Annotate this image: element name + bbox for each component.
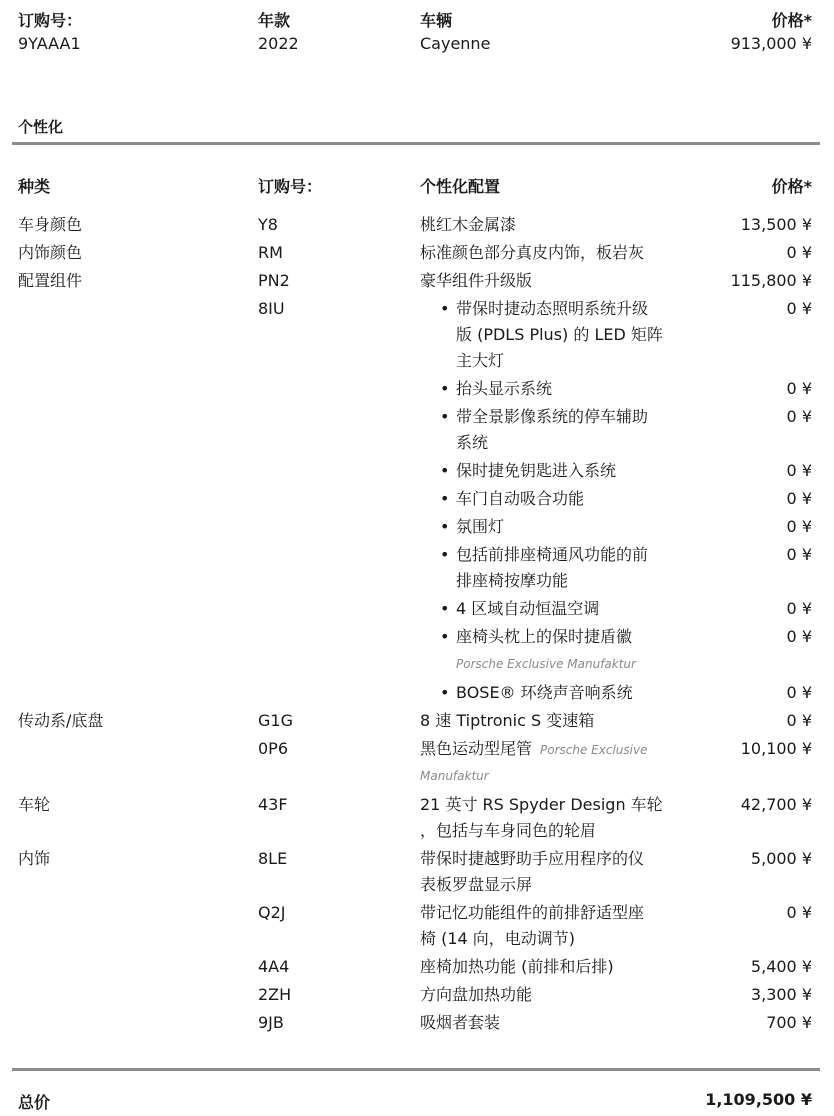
- row-price: 0 ¥: [786, 379, 812, 398]
- row-price: 0 ¥: [786, 517, 812, 536]
- bullet-icon: •: [440, 461, 450, 480]
- row-code: RM: [258, 243, 283, 262]
- row-price: 0 ¥: [786, 711, 812, 730]
- row-description-line: 带保时捷动态照明系统升级: [456, 299, 649, 318]
- row-price: 5,400 ¥: [750, 957, 812, 976]
- row-description-line: 方向盘加热功能: [420, 985, 533, 1004]
- row-price: 0 ¥: [786, 243, 812, 262]
- row-code: 43F: [258, 795, 288, 814]
- row-code: G1G: [258, 711, 293, 730]
- table-header-code: 订购号：: [258, 177, 323, 196]
- row-price: 0 ¥: [786, 407, 812, 426]
- total-divider: [12, 1068, 820, 1071]
- bullet-icon: •: [440, 407, 450, 426]
- bullet-icon: •: [440, 379, 450, 398]
- row-description-line: 标准颜色部分真皮内饰，板岩灰: [420, 243, 645, 262]
- row-description-line: 保时捷免钥匙进入系统: [456, 461, 617, 480]
- row-description-line: 黑色运动型尾管 Porsche Exclusive: [420, 739, 648, 758]
- row-price: 5,000 ¥: [750, 849, 812, 868]
- row-description-line: 带全景影像系统的停车辅助: [456, 407, 649, 426]
- vehicle-value: Cayenne: [420, 34, 491, 53]
- bullet-icon: •: [440, 299, 450, 318]
- row-description-line: 带保时捷越野助手应用程序的仪: [420, 849, 645, 868]
- total-value: 1,109,500 ¥: [705, 1090, 812, 1109]
- row-price: 0 ¥: [786, 627, 812, 646]
- row-price: 10,100 ¥: [740, 739, 812, 758]
- row-description-line: 座椅加热功能 (前排和后排): [420, 957, 614, 976]
- table-header-category: 种类: [18, 177, 51, 196]
- row-price: 3,300 ¥: [750, 985, 812, 1004]
- row-category: 车轮: [18, 795, 51, 814]
- row-description-line: 排座椅按摩功能: [456, 571, 569, 590]
- row-description-line: ，包括与车身同色的轮眉: [420, 821, 597, 840]
- year-value: 2022: [258, 34, 299, 53]
- row-price: 700 ¥: [766, 1013, 812, 1032]
- bullet-icon: •: [440, 599, 450, 618]
- row-price: 0 ¥: [786, 461, 812, 480]
- row-price: 0 ¥: [786, 599, 812, 618]
- row-price: 42,700 ¥: [740, 795, 812, 814]
- row-description-line: 车门自动吸合功能: [456, 489, 585, 508]
- row-category: 传动系/底盘: [18, 711, 104, 730]
- order-no-value: 9YAAA1: [18, 34, 81, 53]
- row-description-line: 包括前排座椅通风功能的前: [456, 545, 649, 564]
- row-description-line: 豪华组件升级版: [420, 271, 533, 290]
- total-label: 总价: [18, 1093, 51, 1112]
- row-code: 2ZH: [258, 985, 292, 1004]
- row-code: 8LE: [258, 849, 288, 868]
- row-code: Q2J: [258, 903, 286, 922]
- row-code: 8IU: [258, 299, 285, 318]
- row-description-line: 版 (PDLS Plus) 的 LED 矩阵: [456, 325, 663, 344]
- row-code: 0P6: [258, 739, 289, 758]
- bullet-icon: •: [440, 545, 450, 564]
- row-description-line: 系统: [456, 433, 489, 452]
- row-description-line: 4 区域自动恒温空调: [456, 599, 600, 618]
- row-category: 配置组件: [18, 271, 83, 290]
- bullet-icon: •: [440, 683, 450, 702]
- row-price: 115,800 ¥: [730, 271, 812, 290]
- row-price: 0 ¥: [786, 903, 812, 922]
- row-category: 内饰颜色: [18, 243, 83, 262]
- price-label: 价格*: [771, 11, 812, 30]
- row-description-line: 表板罗盘显示屏: [420, 875, 533, 894]
- bullet-icon: •: [440, 489, 450, 508]
- row-price: 0 ¥: [786, 683, 812, 702]
- row-category: 内饰: [18, 849, 51, 868]
- row-description-line: 带记忆功能组件的前排舒适型座: [420, 903, 645, 922]
- row-description-line: BOSE® 环绕声音响系统: [456, 683, 633, 702]
- bullet-icon: •: [440, 627, 450, 646]
- row-category: 车身颜色: [18, 215, 83, 234]
- row-description-line: 椅 (14 向，电动调节): [420, 929, 576, 948]
- row-code: Y8: [258, 215, 278, 234]
- row-description-line: 抬头显示系统: [456, 379, 553, 398]
- section-title: 个性化: [18, 118, 64, 136]
- row-description-line: 主大灯: [456, 351, 505, 370]
- table-header-config: 个性化配置: [420, 177, 501, 196]
- exclusive-note: Porsche Exclusive: [540, 743, 648, 757]
- row-code: PN2: [258, 271, 290, 290]
- year-label: 年款: [258, 11, 291, 30]
- row-price: 0 ¥: [786, 545, 812, 564]
- row-description-line: 21 英寸 RS Spyder Design 车轮: [420, 795, 663, 814]
- base-price-value: 913,000 ¥: [730, 34, 812, 53]
- row-description-line: 座椅头枕上的保时捷盾徽: [456, 627, 633, 646]
- bullet-icon: •: [440, 517, 450, 536]
- row-code: 9JB: [258, 1013, 284, 1032]
- row-description-line: 8 速 Tiptronic S 变速箱: [420, 711, 595, 730]
- table-header-price: 价格*: [771, 177, 812, 196]
- row-code: 4A4: [258, 957, 290, 976]
- exclusive-note: Porsche Exclusive Manufaktur: [456, 657, 636, 671]
- row-description-line: 吸烟者套装: [420, 1013, 501, 1032]
- row-price: 13,500 ¥: [740, 215, 812, 234]
- order-no-label: 订购号：: [18, 11, 83, 30]
- row-description-line: 氛围灯: [456, 517, 505, 536]
- row-price: 0 ¥: [786, 489, 812, 508]
- row-price: 0 ¥: [786, 299, 812, 318]
- vehicle-label: 车辆: [420, 11, 453, 30]
- exclusive-note: Manufaktur: [420, 769, 489, 783]
- row-description-line: 桃红木金属漆: [420, 215, 517, 234]
